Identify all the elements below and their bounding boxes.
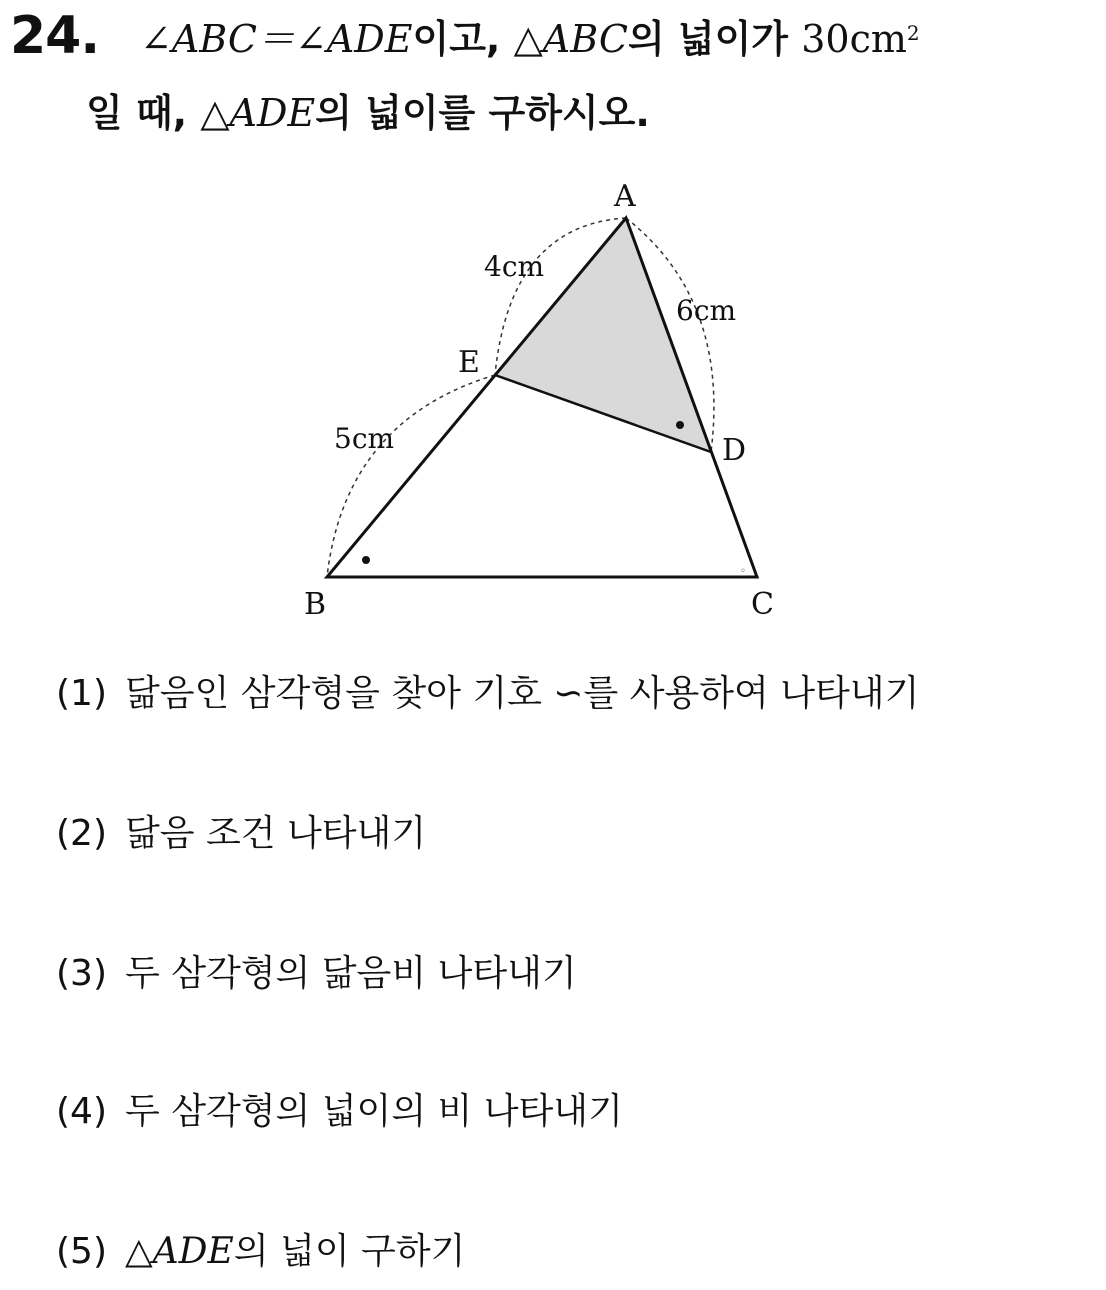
angle-condition: ∠ABC＝∠ADE <box>140 17 413 61</box>
subquestion-text: 닮음 조건 나타내기 <box>125 813 427 854</box>
subquestion-index: (5) <box>56 1231 107 1272</box>
subquestion-4 <box>56 1088 623 1136</box>
point-label-a: A <box>614 179 636 214</box>
length-label-ae: 4cm <box>484 250 545 283</box>
triangle-abc: △ABC <box>513 17 628 61</box>
subquestion-text: 닮음인 삼각형을 찾아 기호 ∽를 사용하여 나타내기 <box>125 673 920 714</box>
length-label-eb: 5cm <box>334 422 395 455</box>
angle-mark-b <box>362 556 370 564</box>
point-label-d: D <box>722 433 747 468</box>
point-label-c: C <box>751 587 774 622</box>
subquestion-index: (2) <box>56 813 107 854</box>
subquestion-text: 두 삼각형의 넓이의 비 나타내기 <box>125 1091 623 1132</box>
point-label-e: E <box>458 345 480 380</box>
angle-mark-d <box>676 421 684 429</box>
question-text-2a: 일 때, <box>86 91 188 135</box>
subquestion-math: △ADE <box>125 1231 234 1272</box>
length-label-ad: 6cm <box>676 294 737 327</box>
subquestion-3 <box>56 950 577 998</box>
question-text-2b: 의 넓이를 구하시오. <box>315 91 650 135</box>
area-value: 30cm <box>801 17 907 61</box>
subquestion-index: (4) <box>56 1091 107 1132</box>
subquestion-2 <box>56 810 426 858</box>
triangle-figure <box>0 0 1106 640</box>
problem-number: 24. <box>10 6 100 66</box>
area-exponent: 2 <box>906 21 920 45</box>
subquestion-index: (1) <box>56 673 107 714</box>
point-label-b: B <box>304 587 327 622</box>
subquestion-index: (3) <box>56 953 107 994</box>
question-text-1b: 의 넓이가 <box>627 17 789 61</box>
subquestion-text: 의 넓이 구하기 <box>233 1231 466 1272</box>
question-text-1a: 이고, <box>412 17 501 61</box>
subquestion-text: 두 삼각형의 닮음비 나타내기 <box>125 953 577 994</box>
subquestion-1 <box>56 670 919 718</box>
subquestion-5 <box>56 1228 465 1276</box>
triangle-ade: △ADE <box>200 91 316 135</box>
angle-mark-c: ◦ <box>740 566 746 577</box>
